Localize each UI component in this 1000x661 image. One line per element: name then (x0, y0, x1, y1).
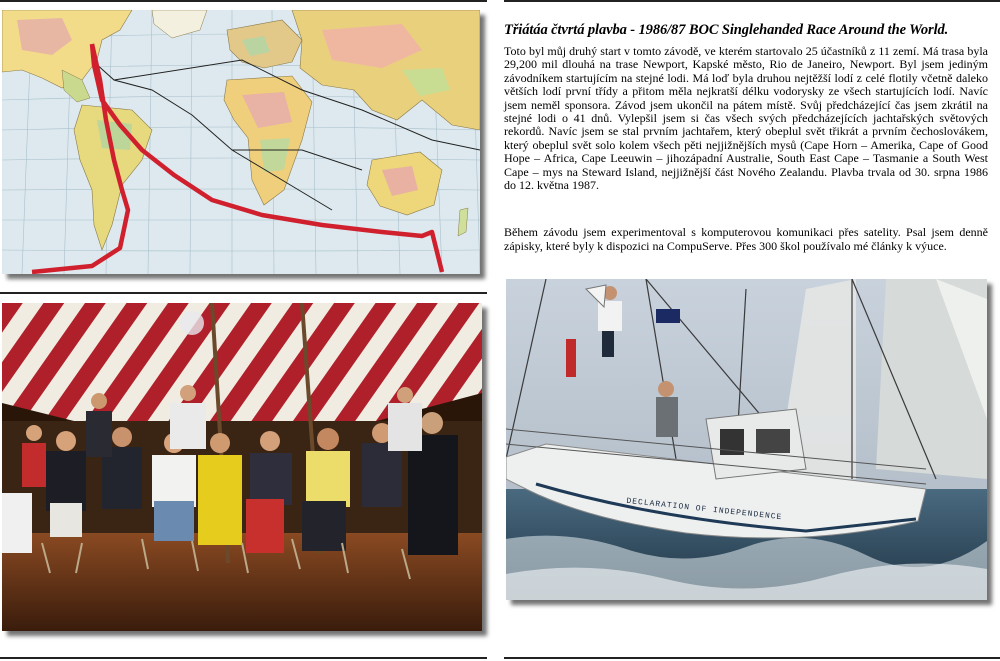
mid-divider-left (0, 292, 487, 294)
article-text (504, 22, 988, 253)
article-paragraph: Toto byl můj druhý start v tomto závodě, ve kterém startovalo 25 účastníků z 11 zemí. Má trasa byla 29,200 mil dlouhá na trase Newport, Kapské město, Rio de Janeiro, Newport. Byl jsem jediným závodníkem startujícím na stejné lodi. Má loď byla druhou nejtěžší lodí z celé flotily včetně daleko větších lodí první třídy a přitom měla nejkratší délku vodorysky ze všech startujících lodí. Navíc jsem neměl sponsora. Závod jsem ukončil na pátem místě. Svůj předcházející čas jsem zkrátil na stejné lodi o 41 dnů. Vylepšil jsem si čas všech svých předcházejících jachtařských světových rekordů. Navíc jsem se stal prvním jachtařem, který obeplul svět třikrát a prvním čechoslovákem, který obeplul svět solo kolem všech pěti nejjižnějších mysů (Cape Horn – Amerika, Cape of Good Hope – Africa, Cape Leeuwin – jihozápadní Australie, South East Cape – Tasmanie a South West Cape – mys na Steward Island, nejjižnější část Nového Zealandu. Plavba trvala od 30. srpna 1986 do 12. května 1987. (504, 44, 988, 193)
skippers-press-conference-photo-icon (2, 303, 482, 631)
article-paragraph: Během závodu jsem experimentoval s komputerovou komunikaci přes satelity. Psal jsem denně zápisky, které byly k dispozici na CompuServe. Přes 300 škol používalo mé články k výuce. (504, 225, 988, 253)
bottom-divider-right (504, 657, 1000, 659)
world-route-map-icon (2, 10, 480, 274)
bottom-divider-left (0, 657, 487, 659)
sailing-yacht-photo-icon (506, 279, 987, 600)
article-title: Třiátáa čtvrtá plavba - 1986/87 BOC Singlehanded Race Around the World. (504, 22, 949, 38)
skippers-photo (2, 303, 482, 631)
hull-lettering: DECLARATION OF INDEPENDENCE (625, 496, 783, 523)
top-divider-left (0, 0, 487, 2)
route-map-image (2, 10, 480, 274)
top-divider-right (504, 0, 1000, 2)
yacht-photo (506, 279, 987, 600)
